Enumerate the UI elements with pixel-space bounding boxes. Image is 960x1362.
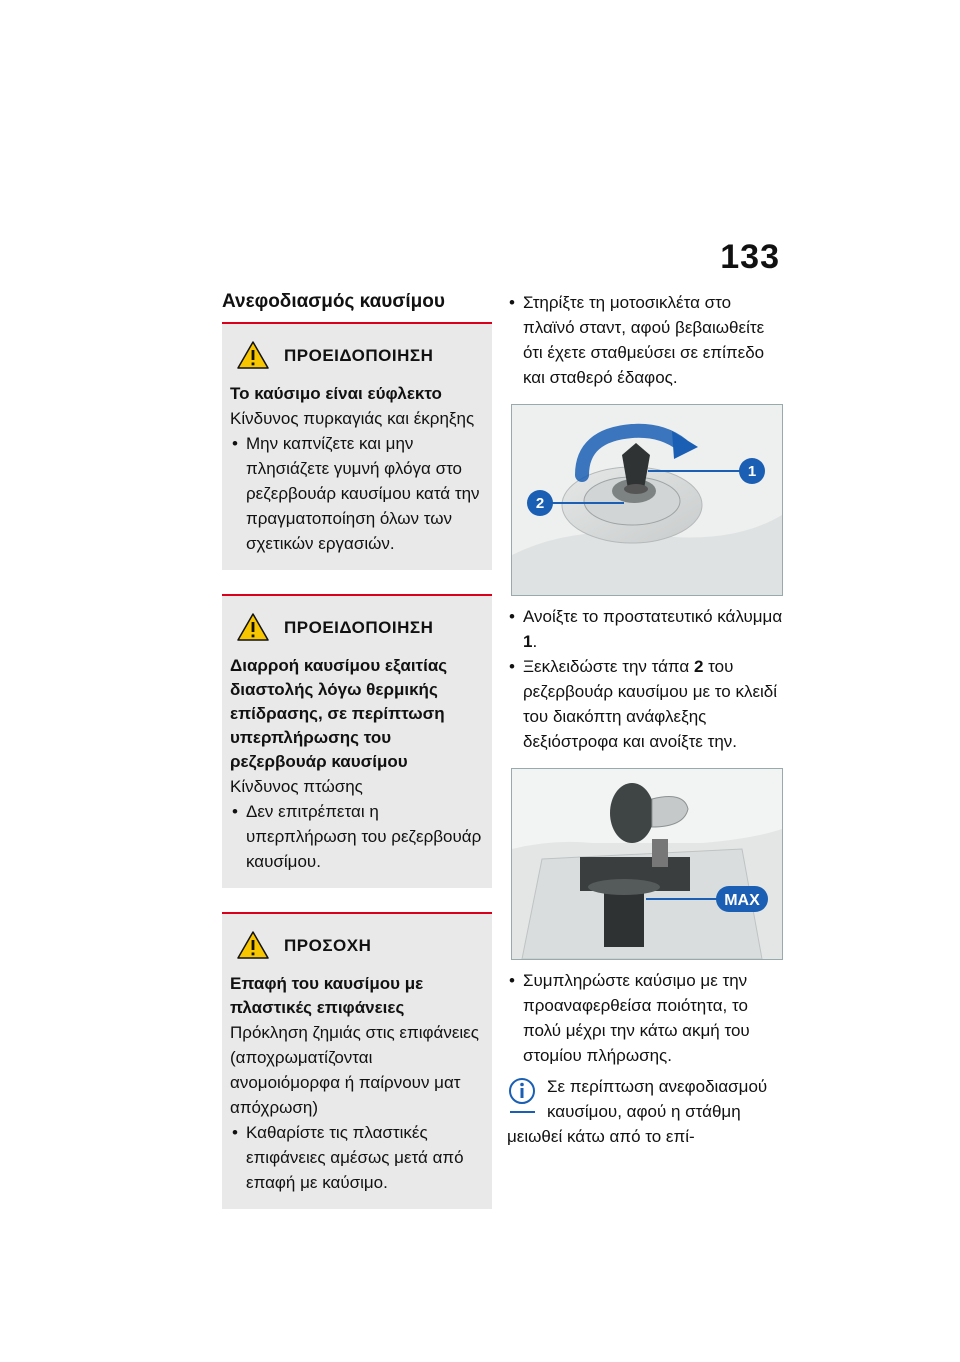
list-item: • Δεν επιτρέπεται η υπερπλήρωση του ρεζερβουάρ καυσίμου. (230, 799, 484, 874)
warning-box-overfill (222, 594, 492, 888)
warning-title: Επαφή του καυσίμου με πλαστικές επιφάνειες (230, 974, 424, 1017)
warning-measures (230, 1120, 484, 1195)
step-text: Ξεκλειδώστε την τάπα (523, 657, 694, 676)
step-list (507, 290, 783, 390)
left-column (222, 290, 492, 1233)
max-label: MAX (724, 892, 760, 909)
warning-risk: Κίνδυνος πτώσης (230, 777, 363, 796)
caution-box-plastics (222, 912, 492, 1209)
step-text: Ανοίξτε το προστατευτικό κάλυμμα (523, 607, 783, 626)
warning-risk: Πρόκληση ζημιάς στις επιφάνειες (αποχρωματίζονται ανομοιόμορφα ή παίρνουν ματ απόχρωση) (230, 1023, 479, 1117)
warning-triangle-icon (236, 340, 270, 370)
right-column (507, 290, 783, 1149)
warning-title: Το καύσιμο είναι εύφλεκτο (230, 384, 442, 403)
warning-label: ΠΡΟΕΙΔΟΠΟΙΗΣΗ (284, 345, 434, 365)
section-title: Ανεφοδιασμός καυσίμου (222, 291, 445, 312)
step-text-end: . (532, 632, 538, 651)
warning-header (230, 340, 484, 370)
warning-measures (230, 431, 484, 556)
callout-2: 2 (535, 495, 545, 512)
warning-risk: Κίνδυνος πυρκαγιάς και έκρηξης (230, 409, 475, 428)
warning-label: ΠΡΟΣΟΧΗ (284, 935, 372, 955)
list-item: • Καθαρίστε τις πλαστικές επιφάνειες αμέσως μετά από επαφή με καύσιμο. (230, 1120, 484, 1195)
info-icon (507, 1076, 537, 1116)
warning-measures (230, 799, 484, 874)
ref-number: 1 (523, 632, 533, 651)
list-item (507, 654, 783, 754)
list-item (507, 604, 783, 654)
warning-header (230, 930, 484, 960)
list-item: • Μην καπνίζετε και μην πλησιάζετε γυμνή φλόγα στο ρεζερβουάρ καυσίμου κατά την πραγματοποίηση όλων των σχετικών εργασιών. (230, 431, 484, 556)
figure-fuel-cap-closed (511, 404, 783, 596)
list-item: • Συμπληρώστε καύσιμο με την προαναφερθείσα ποιότητα, το πολύ μέχρι την κάτω ακμή του στομίου πλήρωσης. (507, 968, 783, 1068)
warning-label: ΠΡΟΕΙΔΟΠΟΙΗΣΗ (284, 617, 434, 637)
ref-number: 2 (693, 657, 704, 676)
warning-triangle-icon (236, 930, 270, 960)
warning-triangle-icon (236, 612, 270, 642)
figure-fuel-cap-open (511, 768, 783, 960)
callout-1: 1 (747, 463, 757, 480)
info-note (507, 1074, 783, 1149)
list-item: • Στηρίξτε τη μοτοσικλέτα στο πλαϊνό σταντ, αφού βεβαιωθείτε ότι έχετε σταθμεύσει σε επίπεδο και σταθερό έδαφος. (507, 290, 783, 390)
page-number: 133 (720, 238, 780, 276)
step-text-end: του ρεζερβουάρ καυσίμου με το κλειδί του διακόπτη ανάφλεξης δεξιόστροφα και ανοίξτε την. (523, 657, 778, 751)
warning-title: Διαρροή καυσίμου εξαιτίας διαστολής λόγω θερμικής επίδρασης, σε περίπτωση υπερπλήρωσης του ρεζερβουάρ καυσίμου (230, 656, 448, 771)
warning-box-flammable (222, 322, 492, 570)
fuel-cap-illustration (512, 405, 782, 595)
step-list (507, 604, 783, 754)
info-text: Σε περίπτωση ανεφοδιασμού καυσίμου, αφού η στάθμη μειωθεί κάτω από το επί- (507, 1077, 768, 1146)
warning-header (230, 612, 484, 642)
step-list (507, 968, 783, 1068)
open-tank-illustration (512, 769, 782, 959)
